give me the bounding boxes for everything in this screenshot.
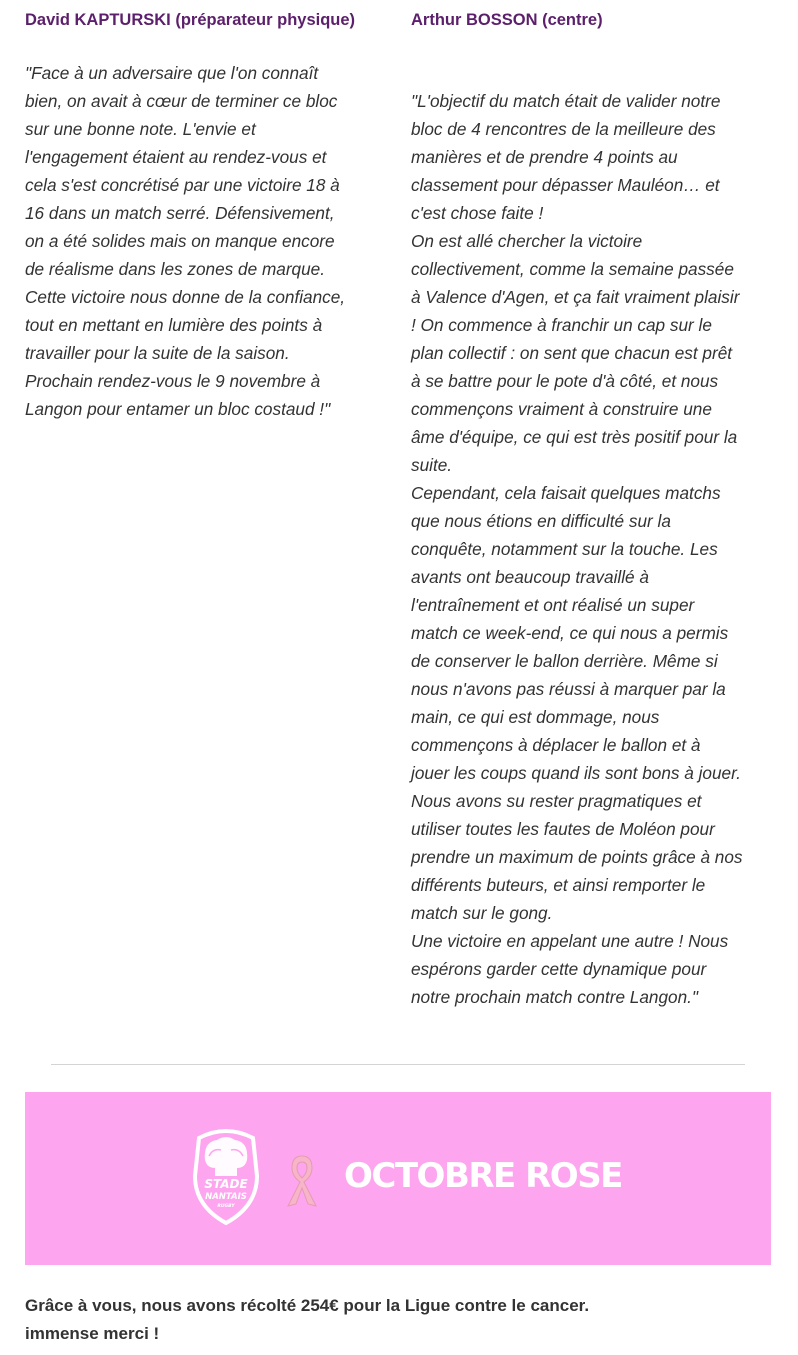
donation-line: Grâce à vous, nous avons récolté 254€ pour la Ligue contre le cancer.: [25, 1296, 590, 1315]
interview-right: [411, 0, 779, 1007]
interviewee-name: David KAPTURSKI (préparateur physique): [25, 11, 356, 29]
thanks-line: immense merci !: [25, 1324, 160, 1343]
interview-left: [25, 0, 385, 419]
stade-nantais-logo-icon: [191, 1126, 261, 1226]
interview-quote: "Face à un adversaire que l'on connaît bien, on avait à cœur de terminer ce bloc sur une bonne note. L'envie et l'engagement étaient au rendez-vous et cela s'est concrétisé par une victoire 18 à 16 dans un match serré. Défensivement, on a été solides mais on manque encore de réalisme dans les zones de marque. Cette victoire nous donne de la confiance, tout en mettant en lumière des points à travailler pour la suite de la saison. Prochain rendez-vous le 9 novembre à Langon pour entamer un bloc costaud !": [25, 63, 346, 419]
interview-quote: "L'objectif du match était de valider notre bloc de 4 rencontres de la meilleure des manières et de prendre 4 points au classement pour dépasser Mauléon… et c'est chose faite ! On est allé chercher la victoire collectivement, comme la semaine passée à Valence d'Agen, et ça fait vraiment plaisir ! On commence à franchir un cap sur le plan collectif : on sent que chacun est prêt à se battre pour le pote d'à côté, et nous commençons vraiment à construire une âme d'équipe, ce qui est très positif pour la suite. Cependant, cela faisait quelques matchs que nous étions en difficulté sur la conquête, notamment sur la touche. Les avants ont beaucoup travaillé à l'entraînement et ont réalisé un super match ce week-end, ce qui nous a permis de conserver le ballon derrière. Même si nous n'avons pas réussi à marquer par la main, ce qui est dommage, nous commençons à déplacer le ballon et à jouer les coups quand ils sont bons à jouer. Nous avons su rester pragmatiques et utiliser toutes les fautes de Moléon pour prendre un maximum de points grâce à nos différents buteurs, et ainsi remporter le match sur le gong. Une victoire en appelant une autre ! Nous espérons garder cette dynamique pour notre prochain match contre Langon.": [411, 91, 743, 1007]
logo-text-line2: NANTAIS: [205, 1192, 247, 1202]
logo-text-line3: RUGBY: [217, 1204, 235, 1209]
logo-text-line1: STADE: [204, 1177, 248, 1191]
section-divider: [51, 1064, 745, 1065]
octobre-rose-banner: [25, 1092, 771, 1265]
pink-ribbon-icon: [282, 1152, 322, 1208]
interviewee-name: Arthur BOSSON (centre): [411, 11, 603, 29]
donation-message: [25, 1292, 765, 1348]
banner-title: OCTOBRE ROSE: [344, 1156, 622, 1196]
